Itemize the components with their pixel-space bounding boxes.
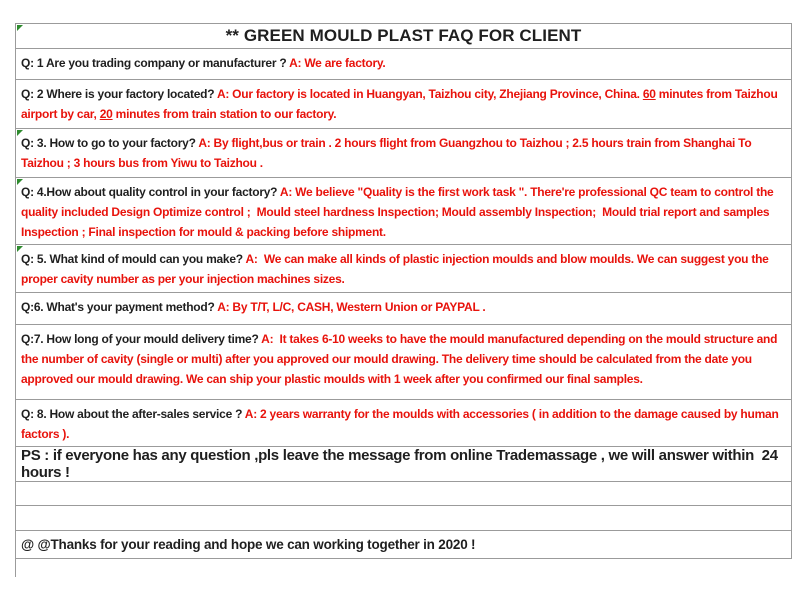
answer-segment: A: 2 years warranty for the moulds with accessories ( in addition to the damage caused by human factors ).: [21, 407, 782, 441]
answer-segment: A: We believe "Quality is the first work task ". There're professional QC team to control the quality included Design Optimize control ; Mould steel hardness Inspection; Mould assembly Inspection; Mould trial report and samples Inspection ; Final inspection for mould & packing before shipment.: [21, 185, 777, 239]
question-text: Q: 1 Are you trading company or manufacturer ?: [21, 56, 290, 70]
question-text: Q:6. What's your payment method?: [21, 300, 218, 314]
question-text: Q: 5. What kind of mould can you make?: [21, 252, 246, 266]
green-corner-triangle-icon: [17, 25, 23, 31]
question-text: Q:7. How long of your mould delivery time?: [21, 332, 262, 346]
thanks-row: [15, 531, 792, 559]
ps-text: PS : if everyone has any question ,pls leave the message from online Trademassage , we will answer within 24 hours !: [21, 447, 782, 481]
answer-segment: A: By T/T, L/C, CASH, Western Union or PAYPAL .: [217, 300, 486, 314]
faq-row-q6: [15, 293, 792, 325]
thanks-text: @ @Thanks for your reading and hope we can working together in 2020 !: [21, 537, 476, 552]
answer-segment: A: By flight,bus or train . 2 hours flight from Guangzhou to Taizhou ; 2.5 hours train from Shanghai To Taizhou ; 3 hours bus from Yiwu to Taizhou .: [21, 136, 755, 170]
green-corner-triangle-icon: [17, 179, 23, 185]
faq-row-q2: [15, 80, 792, 129]
answer-segment: A: It takes 6-10 weeks to have the mould manufactured depending on the mould structure and the number of cavity (single or multi) after you approved our mould drawing. The delivery time should be calculated from the date you approved our mould drawing. We can ship your plastic moulds with 1 week after you confirmed our final samples.: [21, 332, 781, 386]
answer-text: [289, 56, 385, 70]
title-row: [15, 24, 792, 49]
empty-row: [15, 482, 792, 506]
answer-text: [217, 300, 485, 314]
green-corner-triangle-icon: [17, 246, 23, 252]
page-title: ** GREEN MOULD PLAST FAQ FOR CLIENT: [225, 26, 582, 45]
question-text: Q: 3. How to go to your factory?: [21, 136, 199, 150]
faq-row-q5: [15, 245, 792, 293]
green-corner-triangle-icon: [17, 130, 23, 136]
faq-sheet: [15, 23, 792, 577]
answer-segment: minutes from Taizhou airport by car,: [21, 87, 781, 121]
question-text: Q: 4.How about quality control in your factory?: [21, 185, 280, 199]
question-text: Q: 2 Where is your factory located?: [21, 87, 217, 101]
empty-row: [15, 506, 792, 531]
answer-segment: A: We are factory.: [289, 56, 386, 70]
faq-row-q8: [15, 400, 792, 447]
empty-row: [15, 559, 792, 577]
faq-row-q3: [15, 129, 792, 178]
faq-row-q4: [15, 178, 792, 245]
answer-underlined-segment: 60: [642, 87, 656, 101]
question-text: Q: 8. How about the after-sales service ?: [21, 407, 245, 421]
answer-segment: A: We can make all kinds of plastic injection moulds and blow moulds. We can suggest you the proper cavity number as per your injection machines sizes.: [21, 252, 772, 286]
answer-underlined-segment: 20: [99, 107, 113, 121]
ps-row: [15, 447, 792, 482]
faq-row-q1: [15, 49, 792, 80]
faq-row-q7: [15, 325, 792, 400]
answer-segment: minutes from train station to our factory.: [112, 107, 337, 121]
answer-segment: A: Our factory is located in Huangyan, Taizhou city, Zhejiang Province, China.: [216, 87, 643, 101]
